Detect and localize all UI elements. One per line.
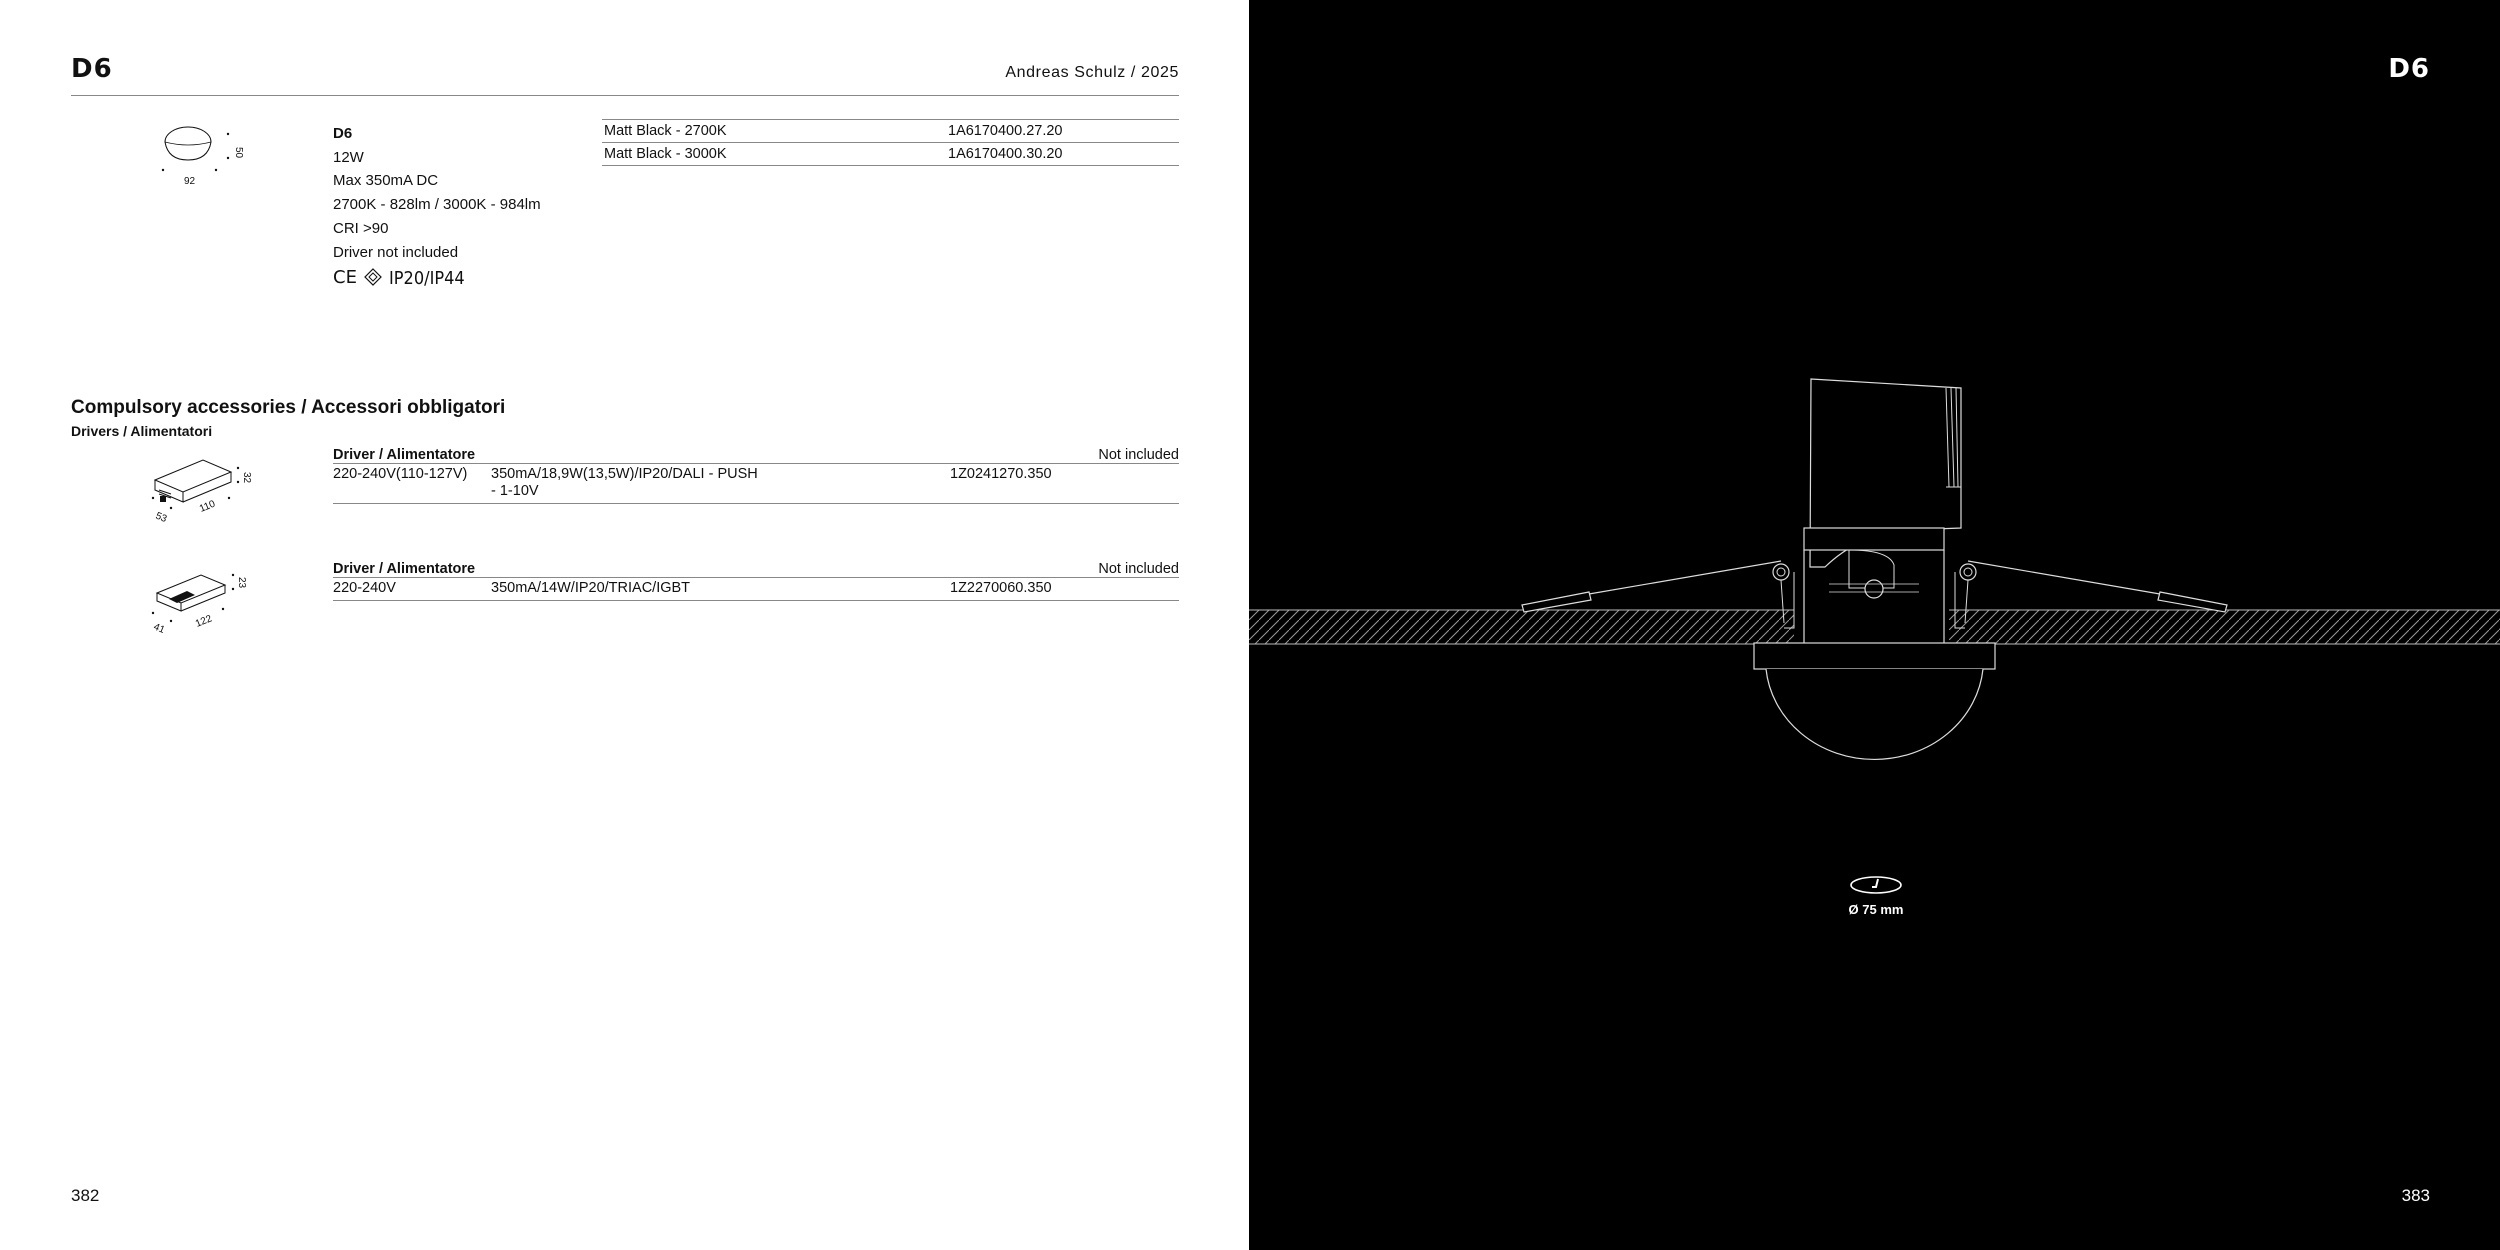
safety-diamond-icon [365,269,381,285]
product-dim-height: 50 [233,147,244,159]
product-name: D6 [333,125,353,142]
driver-1-dim-w: 53 [153,510,169,525]
driver-2-dim-d: 23 [236,577,247,589]
product-dimension-drawing [150,114,250,190]
driver-status: Not included [1098,561,1179,577]
variant-code: 1A6170400.30.20 [948,146,1063,162]
variant-name: Matt Black - 3000K [604,146,727,162]
spec-driver: Driver not included [333,243,459,261]
driver-header [333,558,1179,578]
driver-status: Not included [1098,447,1179,463]
driver-table-2 [333,558,1179,601]
page-number-right: 383 [2401,1186,2430,1205]
spec-lumen: 2700K - 828lm / 3000K - 984lm [333,196,541,214]
accessories-subtitle: Drivers / Alimentatori [71,423,213,439]
variant-name: Matt Black - 2700K [604,123,727,139]
right-page-title: D6 [2388,54,2430,84]
driver-voltage: 220-240V(110-127V) [333,466,468,482]
driver-header [333,444,1179,464]
driver-2-dim-w: 41 [151,621,167,636]
spec-cri: CRI >90 [333,219,389,237]
header-divider [71,95,1179,96]
driver-2-drawing [143,563,263,643]
spec-power: 12W [333,148,364,166]
driver-spec: 350mA/18,9W(13,5W)/IP20/DALI - PUSH - 1-10V [491,466,758,499]
cutout-diameter-icon [1848,874,1904,896]
left-page [0,0,1249,1250]
table-row [602,120,1179,143]
table-row [333,578,1179,601]
product-dim-width: 92 [184,176,196,187]
variant-code: 1A6170400.27.20 [948,123,1063,139]
driver-code: 1Z2270060.350 [950,580,1052,596]
ip-rating-label: IP20/IP44 [389,268,465,288]
designer-credit: Andreas Schulz / 2025 [1005,64,1179,81]
driver-spec: 350mA/14W/IP20/TRIAC/IGBT [491,580,691,596]
driver-1-drawing [143,450,263,530]
installation-cross-section-drawing [1249,360,2500,800]
cutout-diameter-label: Ø 75 mm [1848,902,1904,917]
driver-1-dim-d: 32 [241,472,252,484]
variants-table [602,119,1179,166]
page-number-left: 382 [71,1186,100,1205]
driver-table-1 [333,444,1179,504]
certification-marks [333,266,493,288]
luminaire-flange-and-diffuser [1754,643,1995,759]
driver-voltage: 220-240V [333,580,396,596]
right-page [1249,0,2500,1250]
driver-header-title: Driver / Alimentatore [333,561,476,577]
ce-mark-icon: CE [333,267,357,288]
driver-1-dim-l: 110 [198,498,217,515]
product-spec-list [333,122,541,264]
driver-header-title: Driver / Alimentatore [333,447,476,463]
page-title: D6 [71,54,113,84]
table-row [333,464,1179,504]
driver-code: 1Z0241270.350 [950,466,1052,482]
table-row [602,143,1179,166]
accessories-title: Compulsory accessories / Accessori obbligatori [71,397,506,418]
driver-2-dim-l: 122 [194,613,214,630]
spec-current: Max 350mA DC [333,172,439,190]
